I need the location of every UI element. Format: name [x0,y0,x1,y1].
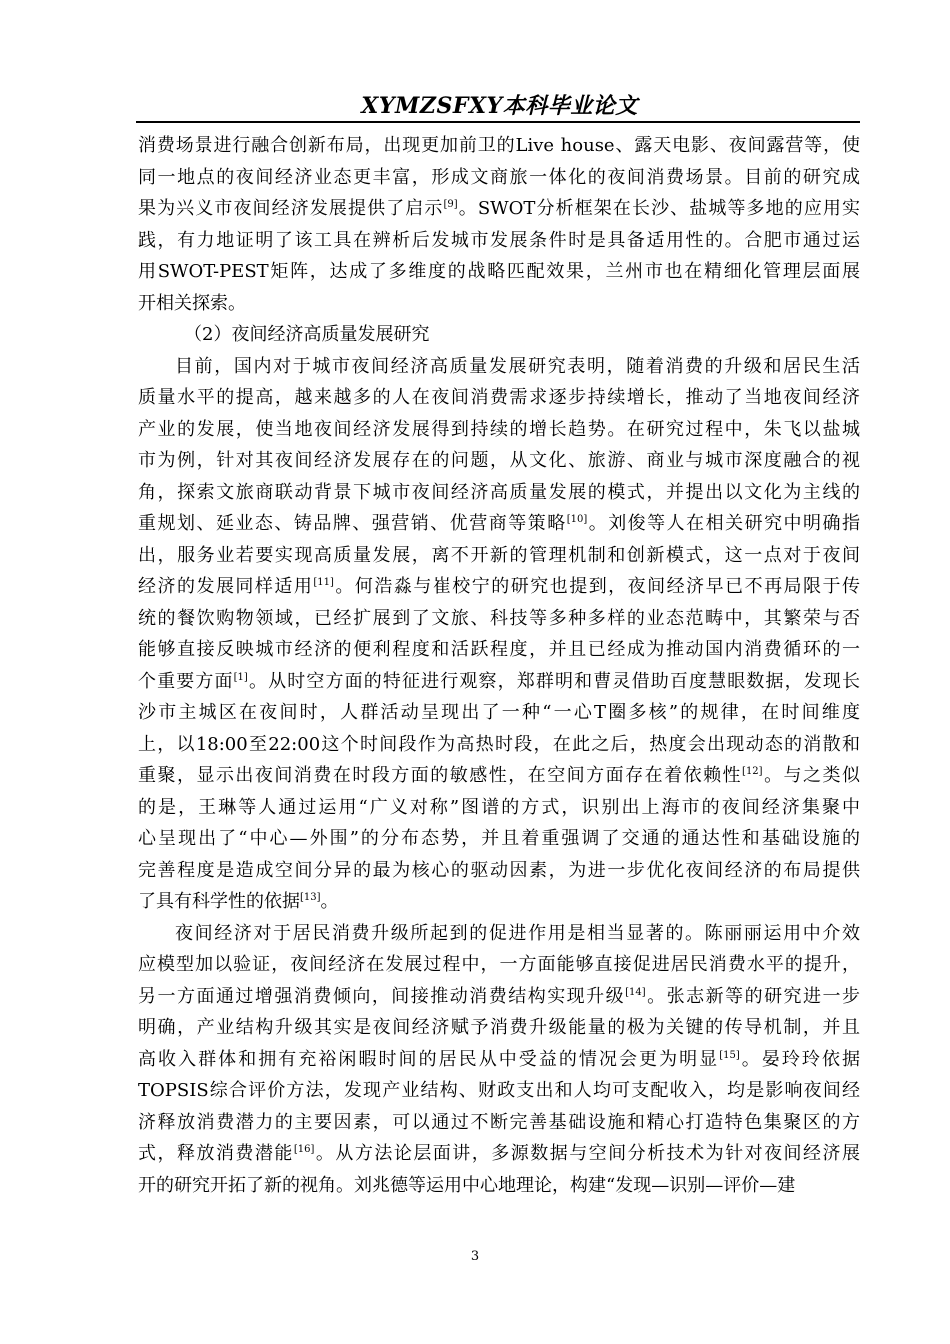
text-line: 应模型加以验证，夜间经济在发展过程中，一方面能够直接促进居民消费水平的提升， [138,954,860,975]
text-line: 个重要方面[1]。从时空方面的特征进行观察，郑群明和曹灵借助百度慧眼数据，发现长 [138,670,861,692]
text-line: 开的研究开拓了新的视角。刘兆德等运用中心地理论，构建“发现—识别—评价—建 [138,1174,796,1196]
text-line: 完善程度是造成空间分异的最为核心的驱动因素，为进一步优化夜间经济的布局提供 [138,859,860,881]
text-line: 角，探索文旅商联动背景下城市夜间经济高质量发展的模式，并提出以文化为主线的 [138,481,860,503]
citation-ref: [9] [443,199,458,210]
text-line: 夜间经济对于居民消费升级所起到的促进作用是相当显著的。陈丽丽运用中介效 [175,922,860,944]
paragraph-1 [138,130,860,319]
header-divider [136,121,860,123]
text-line: 重聚，显示出夜间消费在时段方面的敏感性，在空间方面存在着依赖性[12]。与之类似 [138,765,861,786]
page-number: 3 [470,1249,480,1264]
text-line: 质量水平的提高，越来越多的人在夜间消费需求逐步持续增长，推动了当地夜间经济 [138,387,860,408]
document-body [138,130,860,1201]
text-line: 了具有科学性的依据[13]。 [138,891,339,912]
citation-ref: [15] [719,1049,740,1061]
text-line: 市为例，针对其夜间经济发展存在的问题，从文化、旅游、商业与城市深度融合的视 [138,450,860,471]
citation-ref: [16] [293,1144,315,1155]
text-line: 高收入群体和拥有充裕闲暇时间的居民从中受益的情况会更为明显[15]。晏玲玲依据 [138,1048,861,1070]
text-line: 济释放消费潜力的主要因素，可以通过不断完善基础设施和精心打造特色集聚区的方 [138,1111,860,1133]
text-line: 开相关探索。 [138,292,246,314]
text-line: 践，有力地证明了该工具在辨析后发城市发展条件时是具备适用性的。合肥市通过运 [138,229,860,251]
text-line: 式，释放消费潜能[16]。从方法论层面讲，多源数据与空间分析技术为针对夜间经济展 [138,1143,861,1164]
citation-ref: [10] [566,514,588,525]
text-line: 经济的发展同样适用[11]。何浩淼与崔校宁的研究也提到，夜间经济早已不再局限于传 [138,576,861,597]
text-line: 明确，产业结构升级其实是夜间经济赋予消费升级能量的极为关键的传导机制，并且 [138,1017,860,1038]
citation-ref: [1] [233,671,248,683]
text-line: 出，服务业若要实现高质量发展，离不开新的管理机制和创新模式，这一点对于夜间 [138,544,860,566]
text-line: 产业的发展，使当地夜间经济发展得到持续的增长趋势。在研究过程中，朱飞以盐城 [138,418,860,440]
text-line: 能够直接反映城市经济的便利程度和活跃程度，并且已经成为推动国内消费循环的一 [138,639,860,660]
citation-ref: [13] [300,892,321,903]
text-line: 果为兴义市夜间经济发展提供了启示[9]。SWOT分析框架在长沙、盐城等多地的应用实 [138,198,861,219]
text-line: 另一方面通过增强消费倾向，间接推动消费结构实现升级[14]。张志新等的研究进一步 [138,985,861,1007]
paragraph-3 [138,918,860,1202]
text-line: 的是，王琳等人通过运用“广义对称”图谱的方式，识别出上海市的夜间经济集聚中 [138,796,860,818]
text-line: 重规划、延业态、铸品牌、强营销、优营商等策略[10]。刘俊等人在相关研究中明确指 [138,513,861,534]
text-line: TOPSIS综合评价方法，发现产业结构、财政支出和人均可支配收入，均是影响夜间经 [138,1080,860,1101]
paragraph-2 [138,351,860,918]
text-line: 用SWOT-PEST矩阵，达成了多维度的战略匹配效果，兰州市也在精细化管理层面展 [138,261,860,282]
text-line: 消费场景进行融合创新布局，出现更加前卫的Live house、露天电影、夜间露营等，使 [138,135,860,156]
citation-ref: [12] [742,766,763,777]
text-line: 上，以18:00至22:00这个时间段作为高热时段，在此之后，热度会出现动态的消散和 [138,733,860,755]
citation-ref: [14] [625,986,646,998]
text-line: 目前，国内对于城市夜间经济高质量发展研究表明，随着消费的升级和居民生活 [175,355,860,377]
text-line: 统的餐饮购物领域，已经扩展到了文旅、科技等多种多样的业态范畴中，其繁荣与否 [138,607,860,629]
text-line: 同一地点的夜间经济业态更丰富，形成文商旅一体化的夜间消费场景。目前的研究成 [138,166,860,188]
citation-ref: [11] [313,577,334,588]
text-line: 沙市主城区在夜间时，人群活动呈现出了一种“一心T圈多核”的规律，在时间维度 [138,702,860,723]
document-header-title: XYMZSFXY本科毕业论文 [361,93,638,119]
text-line: 心呈现出了“中心—外围”的分布态势，并且着重强调了交通的通达性和基础设施的 [138,828,860,849]
section-heading: （2）夜间经济高质量发展研究 [184,324,430,345]
